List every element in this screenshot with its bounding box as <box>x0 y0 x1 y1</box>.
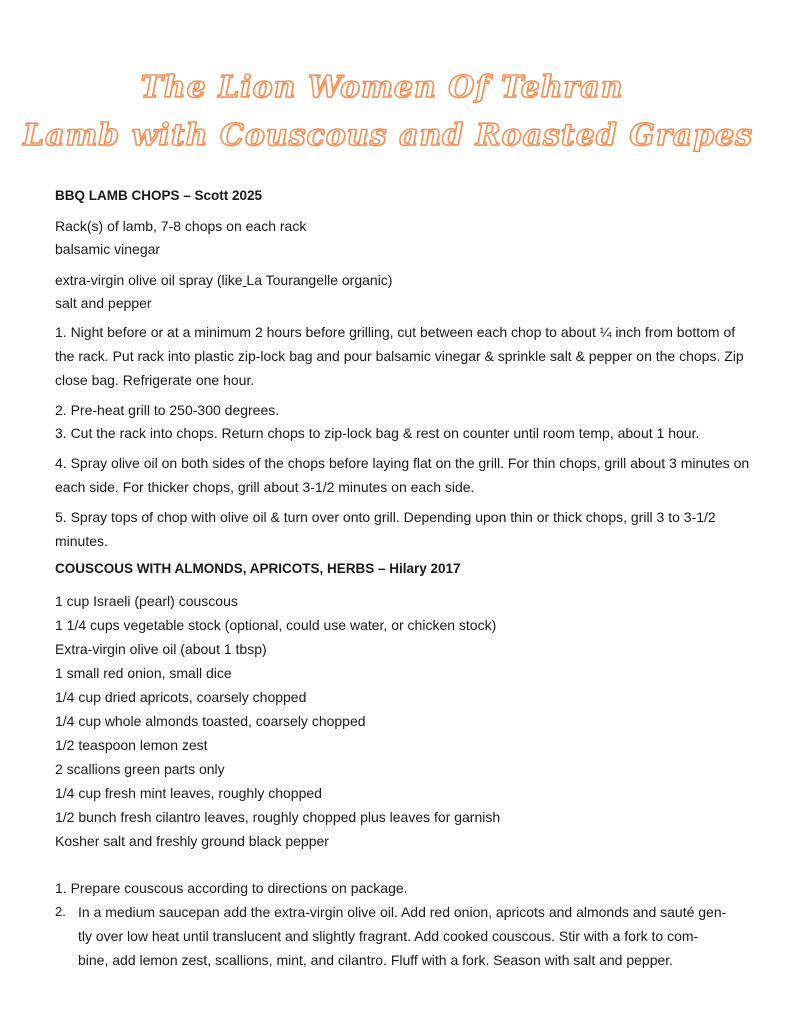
lamb-step: 3. Cut the rack into chops. Return chops to zip-lock bag & rest on counter until room temp, about 1 hour. <box>55 425 700 441</box>
couscous-ingredient: 1/4 cup fresh mint leaves, roughly chopped <box>55 785 322 801</box>
title-line-2: Lamb with Couscous and Roasted Grapes <box>22 118 754 153</box>
lamb-ingredient <box>55 268 755 292</box>
title-line-1: The Lion Women Of Tehran <box>140 70 624 105</box>
couscous-ingredient: 1/2 bunch fresh cilantro leaves, roughly chopped plus leaves for garnish <box>55 809 501 825</box>
lamb-ingredient: balsamic vinegar <box>55 241 161 257</box>
couscous-step-2-line: In a medium saucepan add the extra-virgin olive oil. Add red onion, apricots and almonds and sauté gen- <box>78 904 727 920</box>
lamb-oil-text: extra-virgin olive oil spray (like <box>55 272 243 288</box>
couscous-ingredient: 1/2 teaspoon lemon zest <box>55 737 208 753</box>
lamb-ingredient: salt and pepper <box>55 295 152 311</box>
couscous-ingredient: 1/4 cup whole almonds toasted, coarsely chopped <box>55 713 366 729</box>
couscous-ingredient: 1/4 cup dried apricots, coarsely chopped <box>55 689 307 705</box>
lamb-step: 5. Spray tops of chop with olive oil & turn over onto grill. Depending upon thin or thick chops, grill 3 to 3-1/2 minutes. <box>55 509 716 549</box>
lamb-step: 1. Night before or at a minimum 2 hours before grilling, cut between each chop to about ¼ inch from bottom of the rack. Put rack into plastic zip-lock bag and pour balsamic vinegar & sprinkle salt & pepper on the chops. Zip close bag. Refrigerate one hour. <box>55 324 744 388</box>
couscous-ingredient: 1 small red onion, small dice <box>55 665 232 681</box>
lamb-step: 2. Pre-heat grill to 250-300 degrees. <box>55 402 280 418</box>
lamb-step: 4. Spray olive oil on both sides of the chops before laying flat on the grill. For thin chops, grill about 3 minutes on each side. For thicker chops, grill about 3-1/2 minutes on each side. <box>55 455 750 495</box>
couscous-ingredient: Extra-virgin olive oil (about 1 tbsp) <box>55 641 267 657</box>
couscous-ingredient: 2 scallions green parts only <box>55 761 225 777</box>
couscous-step-1: 1. Prepare couscous according to directions on package. <box>55 880 408 896</box>
couscous-ingredient: 1 1/4 cups vegetable stock (optional, could use water, or chicken stock) <box>55 617 497 633</box>
couscous-heading: COUSCOUS WITH ALMONDS, APRICOTS, HERBS – Hilary 2017 <box>55 561 461 576</box>
couscous-step-2-line: tly over low heat until translucent and slightly fragrant. Add cooked couscous. Stir with a fork to com- <box>78 928 699 944</box>
lamb-ingredient: Rack(s) of lamb, 7-8 chops on each rack <box>55 218 307 234</box>
lamb-oil-brand: La Tourangelle organic) <box>246 272 393 288</box>
couscous-ingredient: Kosher salt and freshly ground black pepper <box>55 833 329 849</box>
couscous-step-2-number: 2. <box>55 904 66 919</box>
lamb-heading: BBQ LAMB CHOPS – Scott 2025 <box>55 188 263 203</box>
couscous-ingredient: 1 cup Israeli (pearl) couscous <box>55 593 238 609</box>
couscous-step-2-line: bine, add lemon zest, scallions, mint, and cilantro. Fluff with a fork. Season with salt and pepper. <box>78 952 674 968</box>
